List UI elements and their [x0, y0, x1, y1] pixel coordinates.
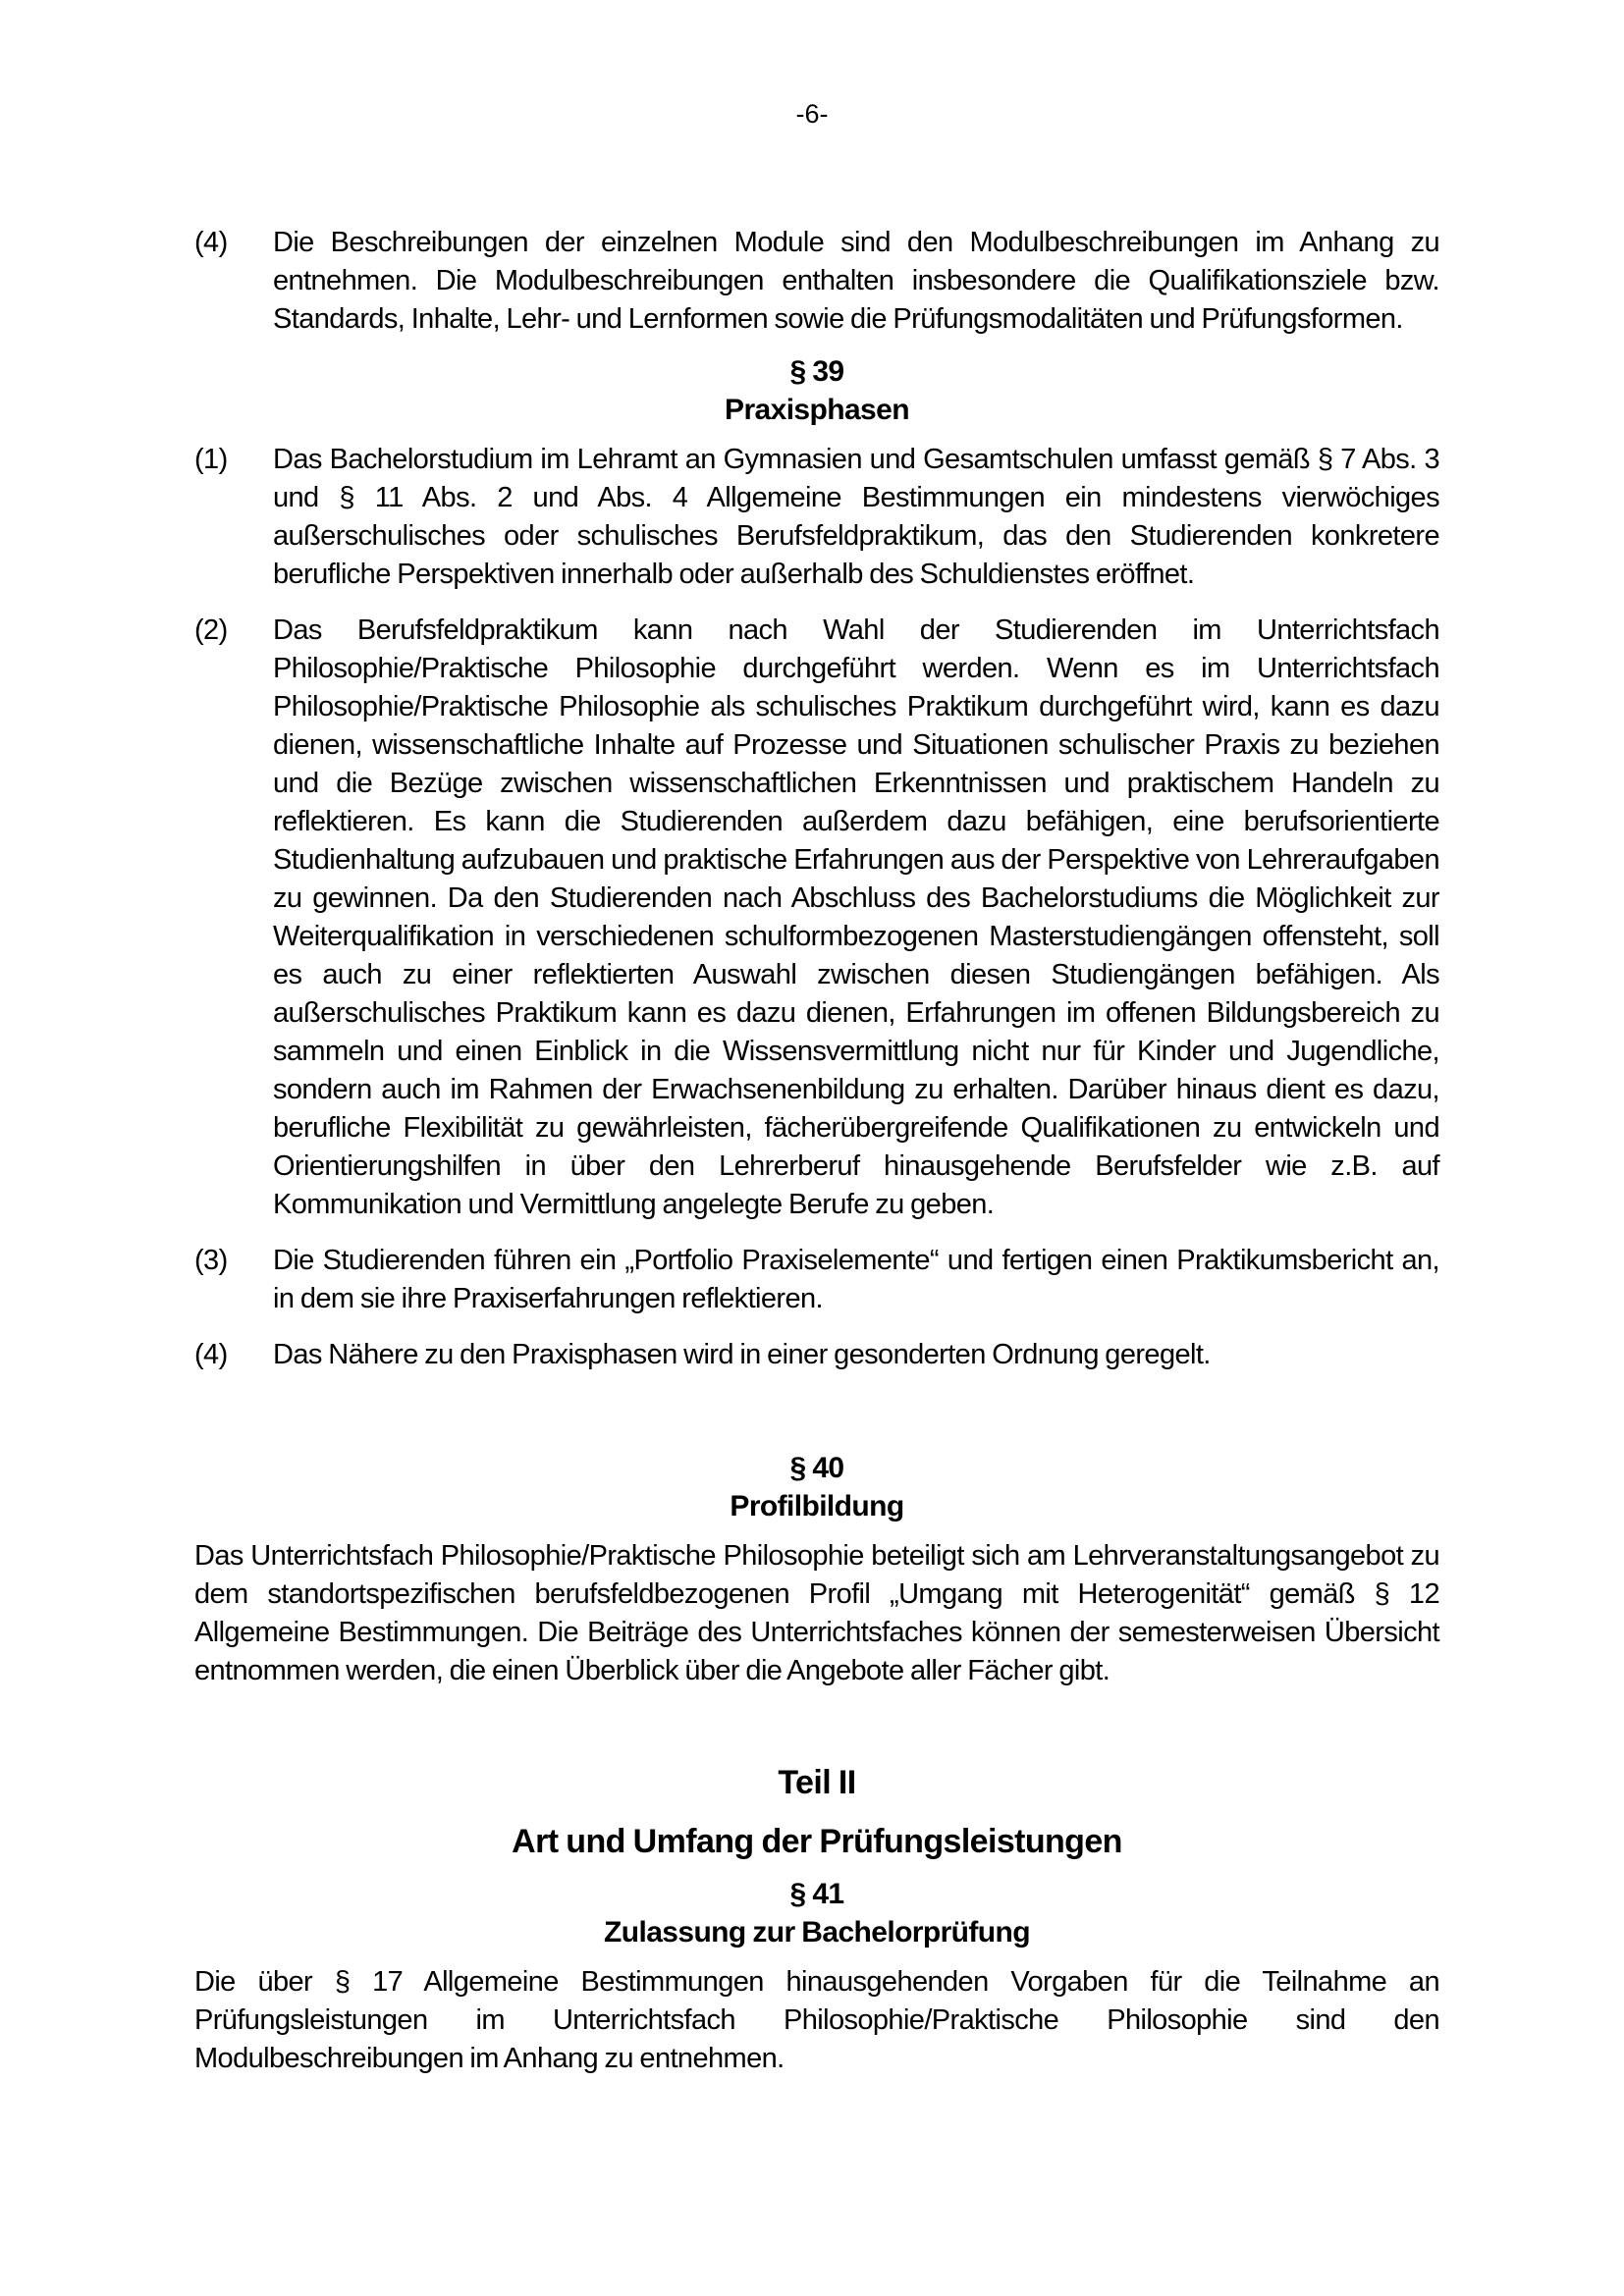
document-content: [194, 224, 1439, 2078]
section-number: § 39: [789, 355, 844, 388]
paragraph-39-2: [194, 612, 1439, 1224]
paragraph-number: (1): [194, 444, 228, 475]
paragraph-number: (4): [194, 1339, 228, 1370]
part-title: Art und Umfang der Prüfungsleistungen: [512, 1823, 1122, 1860]
section-41-text: Die über § 17 Allgemeine Bestimmungen hinausgehenden Vorgaben für die Teilnahme an Prüfungsleistungen im Unterrichtsfach Philosophie/Praktische Philosophie sind den Modulbeschreibungen im Anhang zu entnehmen.: [194, 1966, 1439, 2074]
paragraph-39-1: [194, 441, 1439, 594]
section-title: Zulassung zur Bachelorprüfung: [604, 1916, 1030, 1949]
paragraph-39-4: [194, 1336, 1439, 1374]
section-39-heading: [194, 352, 1439, 429]
paragraph-number: (2): [194, 614, 228, 646]
paragraph-number: (3): [194, 1245, 228, 1276]
paragraph-text: Die Studierenden führen ein „Portfolio Praxiselemente“ und fertigen einen Praktikumsbericht an, in dem sie ihre Praxiserfahrungen reflektieren.: [273, 1245, 1439, 1314]
section-40-text: Das Unterrichtsfach Philosophie/Praktische Philosophie beteiligt sich am Lehrveranstaltungsangebot zu dem standortspezifischen berufsfeldbezogenen Profil „Umgang mit Heterogenität“ gemäß § 12 Allgemeine Bestimmungen. Die Beiträge des Unterrichtsfaches können der semesterweisen Übersicht entnommen werden, die einen Überblick über die Angebote aller Fächer gibt.: [194, 1540, 1439, 1686]
part-label: Teil II: [778, 1764, 856, 1801]
section-40-heading: [194, 1449, 1439, 1525]
section-number: § 40: [789, 1452, 844, 1484]
page-number: -6-: [795, 99, 829, 129]
paragraph-text: Das Berufsfeldpraktikum kann nach Wahl der Studierenden im Unterrichtsfach Philosophie/Praktische Philosophie durchgeführt werden. Wenn es im Unterrichtsfach Philosophie/Praktische Philosophie als schulisches Praktikum durchgeführt wird, kann es dazu dienen, wissenschaftliche Inhalte auf Prozesse und Situationen schulischer Praxis zu beziehen und die Bezüge zwischen wissenschaftlichen Erkenntnissen und praktischem Handeln zu reflektieren. Es kann die Studierenden außerdem dazu befähigen, eine berufsorientierte Studienhaltung aufzubauen und praktische Erfahrungen aus der Perspektive von Lehreraufgaben zu gewinnen. Da den Studierenden nach Abschluss des Bachelorstudiums die Möglichkeit zur Weiterqualifikation in verschiedenen schulformbezogenen Masterstudiengängen offensteht, soll es auch zu einer reflektierten Auswahl zwischen diesen Studiengängen befähigen. Als außerschulisches Praktikum kann es dazu dienen, Erfahrungen im offenen Bildungsbereich zu sammeln und einen Einblick in die Wissensvermittlung nicht nur für Kinder und Jugendliche, sondern auch im Rahmen der Erwachsenenbildung zu erhalten. Darüber hinaus dient es dazu, berufliche Flexibilität zu gewährleisten, fächerübergreifende Qualifikationen zu entwickeln und Orientierungshilfen in über den Lehrerberuf hinausgehende Berufsfelder wie z.B. auf Kommunikation und Vermittlung angelegte Berufe zu geben.: [273, 614, 1439, 1220]
paragraph-intro-4: [194, 224, 1439, 339]
section-title: Profilbildung: [730, 1490, 904, 1522]
paragraph-text: Die Beschreibungen der einzelnen Module sind den Modulbeschreibungen im Anhang zu entnehmen. Die Modulbeschreibungen enthalten insbesondere die Qualifikationsziele bzw. Standards, Inhalte, Lehr- und Lernformen sowie die Prüfungsmodalitäten und Prüfungsformen.: [273, 227, 1439, 335]
paragraph-text: Das Nähere zu den Praxisphasen wird in einer gesonderten Ordnung geregelt.: [273, 1339, 1211, 1370]
paragraph-number: (4): [194, 227, 228, 258]
section-41-heading: [194, 1875, 1439, 1951]
section-number: § 41: [789, 1878, 844, 1910]
paragraph-39-3: [194, 1242, 1439, 1318]
paragraph-text: Das Bachelorstudium im Lehramt an Gymnasien und Gesamtschulen umfasst gemäß § 7 Abs. 3 und § 11 Abs. 2 und Abs. 4 Allgemeine Bestimmungen ein mindestens vierwöchiges außerschulisches oder schulisches Berufsfeldpraktikum, das den Studierenden konkretere berufliche Perspektiven innerhalb oder außerhalb des Schuldienstes eröffnet.: [273, 444, 1439, 590]
section-title: Praxisphasen: [725, 394, 909, 426]
